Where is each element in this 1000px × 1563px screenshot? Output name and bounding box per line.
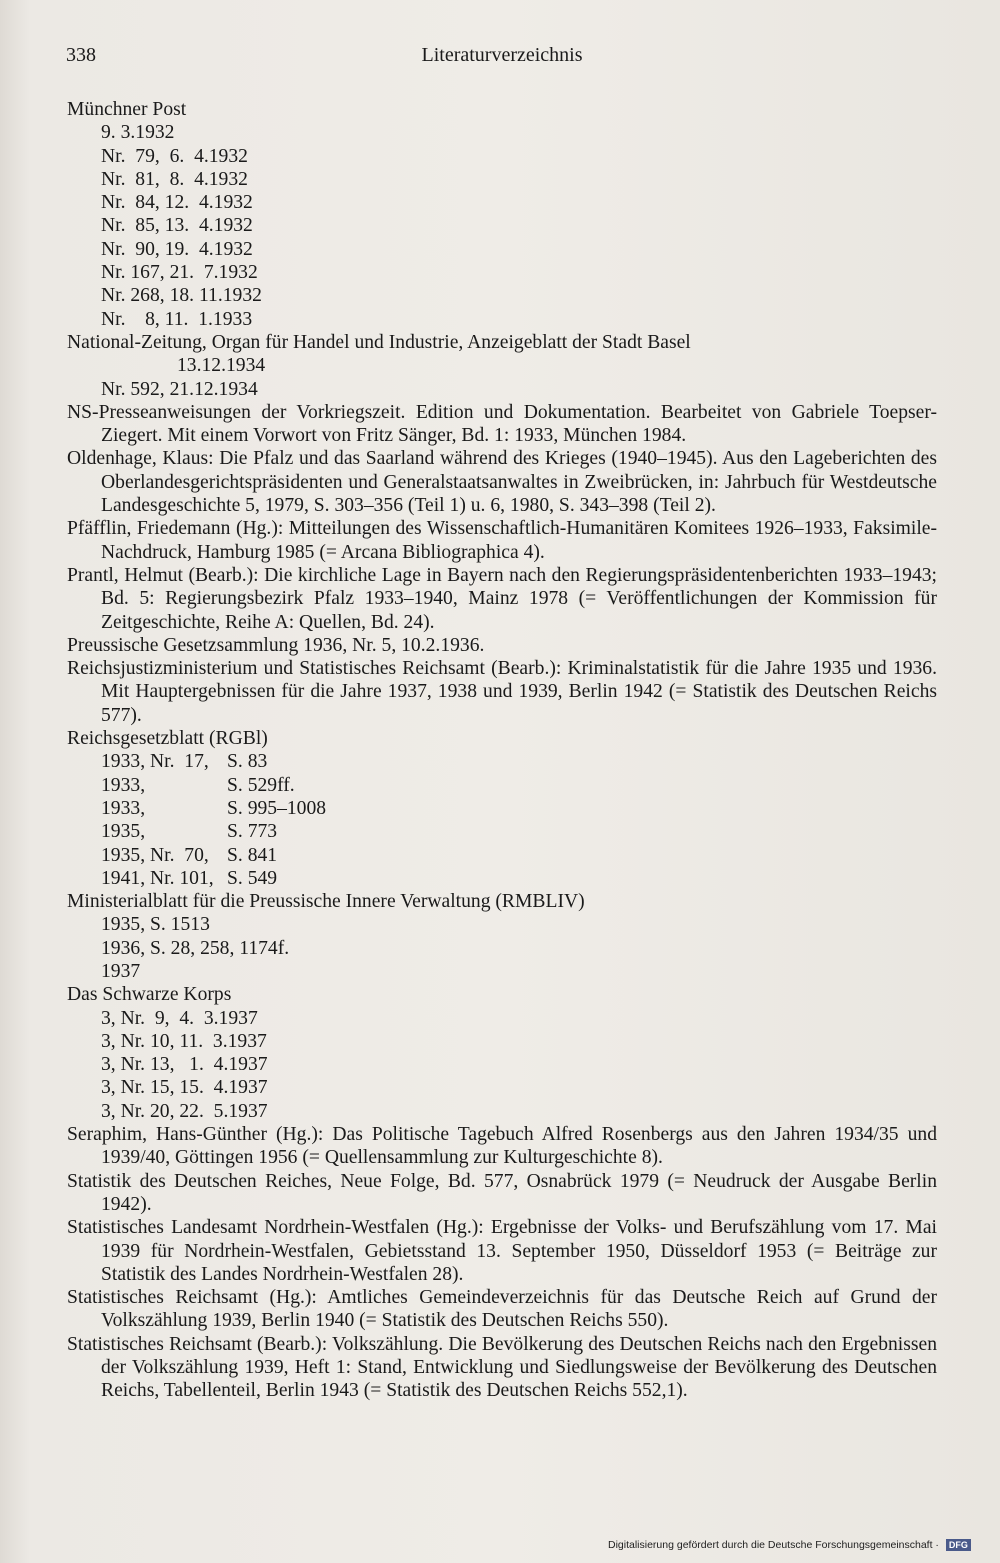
entry-seraphim: Seraphim, Hans-Günther (Hg.): Das Politische Tagebuch Alfred Rosenbergs aus den Jahren 1934/35 und 1939/40, Göttingen 1956 (= Quellensammlung zur Kulturgeschichte 8). — [67, 1124, 937, 1169]
issue-page: S. 773 — [227, 821, 278, 843]
issue-line: Nr. 268, 18. 11.1932 — [101, 285, 262, 307]
entry-muenchner-post — [67, 98, 937, 331]
entry-national-zeitung — [67, 331, 937, 401]
issue-line: Nr. 90, 19. 4.1932 — [101, 238, 253, 260]
page-number: 338 — [66, 44, 96, 66]
issue-line — [67, 797, 937, 820]
issue-line: Nr. 85, 13. 4.1932 — [101, 215, 253, 237]
entry-title: National-Zeitung, Organ für Handel und Industrie, Anzeigeblatt der Stadt Basel — [67, 331, 691, 353]
page-header — [66, 44, 938, 72]
issue-page: S. 995–1008 — [227, 797, 327, 819]
entry-ministerialblatt — [67, 890, 937, 983]
issue-line: 1935, S. 1513 — [101, 914, 210, 936]
entry-schwarze-korps — [67, 983, 937, 1123]
entry-reichsamt-gemeindeverzeichnis: Statistisches Reichsamt (Hg.): Amtliches Gemeindeverzeichnis für das Deutsche Reich auf Grund der Volkszählung 1939, Berlin 1940 (= Statistik des Deutschen Reichs 550). — [67, 1287, 937, 1332]
issue-line: 1936, S. 28, 258, 1174f. — [101, 937, 290, 959]
issue-line: 3, Nr. 9, 4. 3.1937 — [101, 1007, 258, 1029]
issue-line: Nr. 592, 21.12.1934 — [101, 378, 258, 400]
issue-line: 13.12.1934 — [177, 355, 266, 377]
footer-text: Digitalisierung gefördert durch die Deutsche Forschungsgemeinschaft · — [608, 1539, 939, 1551]
issue-year: 1933, Nr. 17, — [101, 751, 209, 773]
running-title: Literaturverzeichnis — [421, 44, 583, 66]
entry-reichsjustizministerium: Reichsjustizministerium und Statistisches Reichsamt (Bearb.): Kriminalstatistik für die Jahre 1935 und 1936. Mit Hauptergebnissen für die Jahre 1937, 1938 und 1939, Berlin 1942 (= Statistik des Deutschen Reichs 577). — [67, 658, 937, 726]
dfg-logo: DFG — [946, 1539, 971, 1551]
issue-line: 1937 — [101, 960, 141, 982]
digitization-footer — [608, 1539, 971, 1551]
issue-page: S. 549 — [227, 867, 278, 889]
entry-title: Reichsgesetzblatt (RGBl) — [67, 728, 268, 750]
bibliography-list — [67, 98, 937, 1403]
issue-line — [67, 820, 937, 843]
issue-line — [67, 774, 937, 797]
issue-line: Nr. 84, 12. 4.1932 — [101, 192, 253, 214]
issue-year: 1941, Nr. 101, — [101, 867, 214, 889]
entry-title: Ministerialblatt für die Preussische Innere Verwaltung (RMBLIV) — [67, 891, 585, 913]
issue-line: 3, Nr. 10, 11. 3.1937 — [101, 1030, 267, 1052]
issue-line — [67, 750, 937, 773]
issue-year: 1935, Nr. 70, — [101, 844, 209, 866]
entry-landesamt-nrw: Statistisches Landesamt Nordrhein-Westfalen (Hg.): Ergebnisse der Volks- und Berufszählung vom 17. Mai 1939 für Nordrhein-Westfalen, Gebietsstand 13. September 1950, Düsseldorf 1953 (= Beiträge zur Statistik des Landes Nordrhein-Westfalen 28). — [67, 1217, 937, 1285]
entry-pfaefflin: Pfäfflin, Friedemann (Hg.): Mitteilungen des Wissenschaftlich-Humanitären Komitees 1926–1933, Faksimile-Nachdruck, Hamburg 1985 (= Arcana Bibliographica 4). — [67, 518, 937, 563]
issue-line — [67, 844, 937, 867]
issue-line: Nr. 8, 11. 1.1933 — [101, 308, 253, 330]
issue-line: 3, Nr. 15, 15. 4.1937 — [101, 1077, 268, 1099]
issue-year: 1933, — [101, 797, 146, 819]
entry-reichsgesetzblatt — [67, 727, 937, 890]
issue-page: S. 529ff. — [227, 774, 295, 796]
entry-prantl: Prantl, Helmut (Bearb.): Die kirchliche Lage in Bayern nach den Regierungspräsidentenberichten 1933–1943; Bd. 5: Regierungsbezirk Pfalz 1933–1940, Mainz 1978 (= Veröffentlichungen der Kommission für Zeitgeschichte, Reihe A: Quellen, Bd. 24). — [67, 564, 937, 633]
issue-year: 1935, — [101, 821, 146, 843]
issue-line: 9. 3.1932 — [101, 122, 175, 144]
entry-preussische-gesetzsammlung: Preussische Gesetzsammlung 1936, Nr. 5, 10.2.1936. — [67, 634, 485, 656]
issue-page: S. 841 — [227, 844, 278, 866]
entry-reichsamt-volkszaehlung: Statistisches Reichsamt (Bearb.): Volkszählung. Die Bevölkerung des Deutschen Reichs nach den Ergebnissen der Volkszählung 1939, Heft 1: Stand, Entwicklung und Siedlungsweise der Bevölkerung des Deutschen Reichs, Tabellenteil, Berlin 1943 (= Statistik des Deutschen Reichs 552,1). — [67, 1333, 937, 1402]
entry-title: Münchner Post — [67, 99, 187, 120]
issue-line: 3, Nr. 13, 1. 4.1937 — [101, 1054, 268, 1076]
issue-line: 3, Nr. 20, 22. 5.1937 — [101, 1100, 268, 1122]
issue-line — [67, 867, 937, 890]
issue-line: Nr. 167, 21. 7.1932 — [101, 262, 258, 284]
entry-statistik-deutschen-reiches: Statistik des Deutschen Reiches, Neue Folge, Bd. 577, Osnabrück 1979 (= Neudruck der Ausgabe Berlin 1942). — [67, 1170, 937, 1215]
issue-year: 1933, — [101, 774, 146, 796]
issue-line: Nr. 79, 6. 4.1932 — [101, 145, 248, 167]
issue-page: S. 83 — [227, 751, 268, 773]
entry-ns-presseanweisungen: NS-Presseanweisungen der Vorkriegszeit. Edition und Dokumentation. Bearbeitet von Gabriele Toepser-Ziegert. Mit einem Vorwort von Fritz Sänger, Bd. 1: 1933, München 1984. — [67, 401, 937, 447]
entry-title: Das Schwarze Korps — [67, 984, 232, 1006]
issue-line: Nr. 81, 8. 4.1932 — [101, 168, 248, 190]
entry-oldenhage: Oldenhage, Klaus: Die Pfalz und das Saarland während des Krieges (1940–1945). Aus den Lageberichten des Oberlandesgerichtspräsidenten und Generalstaatsanwaltes in Zweibrücken, in: Jahrbuch für Westdeutsche Landesgeschichte 5, 1979, S. 303–356 (Teil 1) u. 6, 1980, S. 343–398 (Teil 2). — [67, 448, 937, 517]
